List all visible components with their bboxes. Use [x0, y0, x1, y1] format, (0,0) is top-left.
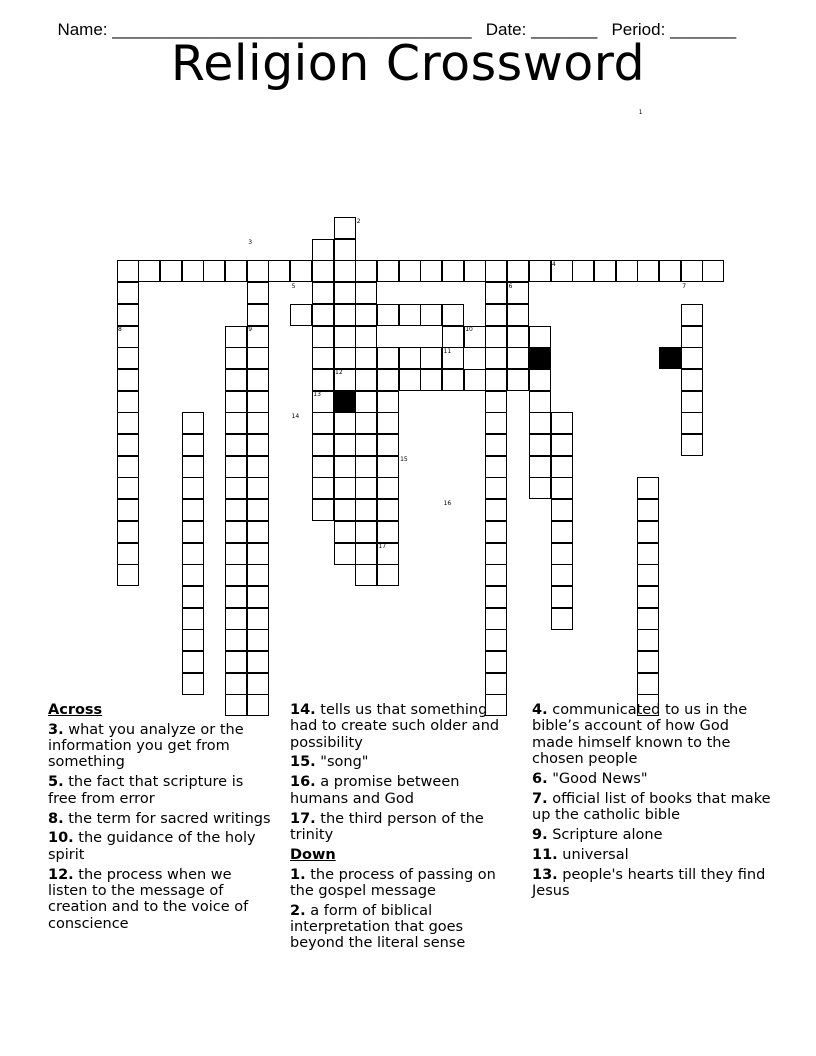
clue-across-3: 3. what you analyze or the information you get from something	[48, 721, 244, 771]
clue-across-14: 14. tells us that something had to create such older and possibility	[290, 702, 500, 751]
grid-cell[interactable]	[312, 304, 334, 326]
grid-cell[interactable]	[225, 543, 247, 565]
grid-cell[interactable]	[485, 629, 507, 651]
grid-cell[interactable]	[507, 304, 529, 326]
grid-cell[interactable]	[268, 260, 290, 282]
grid-cell[interactable]	[247, 608, 269, 630]
clue-number-9: 9	[248, 326, 253, 333]
grid-cell[interactable]	[637, 543, 659, 565]
grid-cell[interactable]	[225, 586, 247, 608]
clue-down-13: 13. people's hearts till they find Jesus	[532, 866, 766, 899]
grid-cell[interactable]	[247, 629, 269, 651]
clue-across-5: 5. the fact that scripture is free from error	[48, 774, 244, 807]
grid-cell[interactable]	[312, 499, 334, 521]
grid-cell[interactable]	[442, 260, 464, 282]
grid-block	[659, 347, 681, 369]
grid-cell[interactable]	[334, 412, 356, 434]
grid-cell[interactable]	[637, 651, 659, 673]
grid-cell[interactable]	[225, 629, 247, 651]
grid-cell[interactable]	[117, 282, 139, 304]
grid-cell[interactable]	[247, 499, 269, 521]
grid-cell[interactable]	[334, 260, 356, 282]
grid-cell[interactable]	[182, 521, 204, 543]
grid-cell[interactable]	[637, 673, 659, 695]
clue-number-2: 2	[356, 217, 361, 225]
grid-cell[interactable]	[182, 629, 204, 651]
grid-cell[interactable]	[572, 260, 594, 282]
grid-cell[interactable]	[117, 543, 139, 565]
grid-cell[interactable]	[247, 369, 269, 391]
clues-column-3	[532, 702, 772, 903]
grid-cell[interactable]	[247, 434, 269, 456]
grid-cell[interactable]	[182, 651, 204, 673]
grid-cell[interactable]	[442, 326, 464, 348]
grid-cell[interactable]	[529, 412, 551, 434]
grid-cell[interactable]	[225, 499, 247, 521]
grid-cell[interactable]	[334, 499, 356, 521]
grid-cell[interactable]	[399, 260, 421, 282]
grid-cell[interactable]	[290, 304, 312, 326]
grid-cell[interactable]	[681, 326, 703, 348]
grid-cell[interactable]	[355, 543, 377, 565]
grid-cell[interactable]	[247, 673, 269, 695]
grid-cell[interactable]	[182, 434, 204, 456]
clue-across-16: 16. a promise between humans and God	[290, 774, 460, 807]
clue-number-11: 11	[443, 347, 452, 355]
grid-cell[interactable]	[420, 347, 442, 369]
grid-cell[interactable]	[334, 347, 356, 369]
clue-number-4: 4	[552, 260, 556, 268]
grid-cell[interactable]	[377, 412, 399, 434]
grid-cell[interactable]	[355, 499, 377, 521]
grid-cell[interactable]	[290, 260, 312, 282]
grid-cell[interactable]	[485, 499, 507, 521]
grid-cell[interactable]	[334, 434, 356, 456]
grid-cell[interactable]	[551, 434, 573, 456]
grid-cell[interactable]	[551, 456, 573, 478]
grid-cell[interactable]	[117, 499, 139, 521]
clue-down-9: 9. Scripture alone	[532, 826, 663, 843]
grid-cell[interactable]	[225, 391, 247, 413]
grid-cell[interactable]	[637, 608, 659, 630]
grid-cell[interactable]	[247, 651, 269, 673]
grid-cell[interactable]	[203, 260, 225, 282]
grid-cell[interactable]	[334, 543, 356, 565]
grid-cell[interactable]	[377, 347, 399, 369]
grid-cell[interactable]	[312, 239, 334, 261]
period-label: Period:	[611, 20, 666, 39]
grid-cell[interactable]	[377, 260, 399, 282]
grid-cell[interactable]	[681, 369, 703, 391]
grid-cell[interactable]	[355, 391, 377, 413]
grid-cell[interactable]	[485, 477, 507, 499]
grid-cell[interactable]	[182, 260, 204, 282]
grid-cell[interactable]	[529, 477, 551, 499]
grid-cell[interactable]	[312, 434, 334, 456]
grid-cell[interactable]	[117, 477, 139, 499]
grid-cell[interactable]	[681, 347, 703, 369]
grid-cell[interactable]	[247, 456, 269, 478]
grid-cell[interactable]	[247, 304, 269, 326]
grid-cell[interactable]	[225, 651, 247, 673]
grid-cell[interactable]	[117, 456, 139, 478]
grid-cell[interactable]	[485, 651, 507, 673]
clues-column-1	[48, 702, 273, 935]
clue-number-6: 6	[508, 282, 513, 290]
clue-across-17: 17. the third person of the trinity	[290, 810, 484, 843]
grid-cell[interactable]	[507, 326, 529, 348]
grid-cell[interactable]	[377, 477, 399, 499]
grid-cell[interactable]	[182, 499, 204, 521]
grid-cell[interactable]	[399, 369, 421, 391]
grid-cell[interactable]	[464, 369, 486, 391]
clue-number-14: 14	[291, 412, 300, 420]
grid-cell[interactable]	[312, 412, 334, 434]
grid-cell[interactable]	[681, 412, 703, 434]
grid-cell[interactable]	[485, 456, 507, 478]
grid-cell[interactable]	[637, 521, 659, 543]
grid-cell[interactable]	[399, 304, 421, 326]
clue-number-3: 3	[248, 239, 253, 247]
grid-cell[interactable]	[312, 477, 334, 499]
grid-cell[interactable]	[485, 586, 507, 608]
grid-cell[interactable]	[334, 217, 356, 239]
grid-cell[interactable]	[160, 260, 182, 282]
grid-cell[interactable]	[485, 521, 507, 543]
grid-cell[interactable]	[225, 412, 247, 434]
clue-down-11: 11. universal	[532, 846, 629, 863]
grid-cell[interactable]	[117, 412, 139, 434]
grid-cell[interactable]	[334, 326, 356, 348]
grid-cell[interactable]	[355, 412, 377, 434]
grid-cell[interactable]	[247, 586, 269, 608]
grid-cell[interactable]	[702, 260, 724, 282]
grid-cell[interactable]	[681, 391, 703, 413]
grid-cell[interactable]	[225, 521, 247, 543]
clue-number-8: 8	[118, 326, 122, 333]
grid-cell[interactable]	[247, 282, 269, 304]
grid-cell[interactable]	[377, 434, 399, 456]
grid-cell[interactable]	[485, 260, 507, 282]
grid-cell[interactable]	[399, 347, 421, 369]
grid-block	[529, 347, 551, 369]
grid-cell[interactable]	[420, 304, 442, 326]
grid-cell[interactable]	[312, 282, 334, 304]
grid-cell[interactable]	[637, 477, 659, 499]
grid-cell[interactable]	[442, 369, 464, 391]
grid-cell[interactable]	[247, 521, 269, 543]
grid-cell[interactable]	[182, 608, 204, 630]
date-label: Date:	[485, 20, 527, 39]
name-blank[interactable]: ______________________________________	[112, 20, 472, 39]
grid-cell[interactable]	[616, 260, 638, 282]
grid-cell[interactable]	[182, 412, 204, 434]
grid-cell[interactable]	[355, 434, 377, 456]
grid-cell[interactable]	[637, 564, 659, 586]
clue-across-15: 15. "song"	[290, 754, 369, 771]
grid-cell[interactable]	[247, 564, 269, 586]
clue-number-5: 5	[291, 282, 296, 290]
grid-cell[interactable]	[507, 260, 529, 282]
grid-cell[interactable]	[312, 347, 334, 369]
clue-number-10: 10	[465, 326, 473, 333]
grid-cell[interactable]	[485, 282, 507, 304]
grid-cell[interactable]	[659, 260, 681, 282]
clue-number-16: 16	[443, 499, 452, 507]
grid-cell[interactable]	[594, 260, 616, 282]
grid-cell[interactable]	[312, 260, 334, 282]
grid-cell[interactable]	[681, 434, 703, 456]
grid-cell[interactable]	[355, 304, 377, 326]
grid-cell[interactable]	[247, 543, 269, 565]
grid-cell[interactable]	[182, 543, 204, 565]
grid-cell[interactable]	[117, 564, 139, 586]
grid-cell[interactable]	[247, 391, 269, 413]
grid-cell[interactable]	[355, 326, 377, 348]
grid-cell[interactable]	[334, 456, 356, 478]
date-blank[interactable]: _______	[531, 20, 598, 39]
grid-cell[interactable]	[117, 521, 139, 543]
clue-down-1: 1. the process of passing on the gospel message	[290, 866, 496, 899]
grid-cell[interactable]	[681, 260, 703, 282]
grid-cell[interactable]	[551, 543, 573, 565]
grid-cell[interactable]	[377, 369, 399, 391]
clue-number-17: 17	[378, 543, 387, 550]
grid-cell[interactable]	[551, 521, 573, 543]
grid-cell[interactable]	[637, 586, 659, 608]
grid-cell[interactable]	[681, 304, 703, 326]
grid-cell[interactable]	[247, 347, 269, 369]
clue-down-2: 2. a form of biblical interpretation that goes beyond the literal sense	[290, 902, 466, 952]
clues-column-2	[290, 702, 518, 955]
grid-cell[interactable]	[485, 391, 507, 413]
grid-cell[interactable]	[355, 456, 377, 478]
grid-cell[interactable]	[551, 586, 573, 608]
grid-cell[interactable]	[247, 477, 269, 499]
grid-cell[interactable]	[225, 347, 247, 369]
grid-cell[interactable]	[485, 304, 507, 326]
grid-cell[interactable]	[355, 347, 377, 369]
grid-cell[interactable]	[377, 521, 399, 543]
clue-number-7: 7	[682, 282, 687, 290]
grid-cell[interactable]	[485, 434, 507, 456]
grid-cell[interactable]	[377, 499, 399, 521]
clue-down-6: 6. "Good News"	[532, 770, 648, 787]
clue-across-10: 10. the guidance of the holy spirit	[48, 830, 256, 863]
clue-down-7: 7. official list of books that make up the catholic bible	[532, 790, 771, 823]
grid-cell[interactable]	[507, 369, 529, 391]
grid-cell[interactable]	[551, 412, 573, 434]
grid-cell[interactable]	[485, 326, 507, 348]
clue-across-12: 12. the process when we listen to the message of creation and to the voice of conscience	[48, 866, 249, 932]
grid-cell[interactable]	[485, 543, 507, 565]
grid-cell[interactable]	[312, 456, 334, 478]
grid-cell[interactable]	[117, 260, 139, 282]
grid-cell[interactable]	[225, 673, 247, 695]
grid-cell[interactable]	[529, 369, 551, 391]
grid-cell[interactable]	[117, 347, 139, 369]
grid-cell[interactable]	[485, 369, 507, 391]
name-label: Name:	[57, 20, 108, 39]
grid-cell[interactable]	[334, 304, 356, 326]
grid-cell[interactable]	[334, 282, 356, 304]
grid-cell[interactable]	[225, 456, 247, 478]
grid-cell[interactable]	[420, 260, 442, 282]
grid-cell[interactable]	[355, 564, 377, 586]
page-title: Religion Crossword	[170, 35, 646, 92]
grid-cell[interactable]	[485, 347, 507, 369]
grid-cell[interactable]	[377, 391, 399, 413]
grid-cell[interactable]	[377, 304, 399, 326]
grid-cell[interactable]	[551, 608, 573, 630]
grid-cell[interactable]	[225, 477, 247, 499]
grid-cell[interactable]	[225, 564, 247, 586]
grid-cell[interactable]	[355, 369, 377, 391]
grid-cell[interactable]	[334, 239, 356, 261]
clue-number-15: 15	[400, 456, 408, 464]
grid-cell[interactable]	[485, 673, 507, 695]
grid-cell[interactable]	[507, 347, 529, 369]
grid-cell[interactable]	[355, 282, 377, 304]
grid-cell[interactable]	[485, 412, 507, 434]
grid-cell[interactable]	[117, 391, 139, 413]
grid-cell[interactable]	[247, 260, 269, 282]
clue-down-4: 4. communicated to us in the bible’s account of how God made himself known to the chosen people	[532, 702, 748, 767]
grid-cell[interactable]	[182, 456, 204, 478]
grid-cell[interactable]	[377, 564, 399, 586]
grid-cell[interactable]	[551, 477, 573, 499]
grid-cell[interactable]	[485, 564, 507, 586]
grid-cell[interactable]	[551, 564, 573, 586]
grid-cell[interactable]	[355, 477, 377, 499]
grid-cell[interactable]	[182, 477, 204, 499]
grid-cell[interactable]	[334, 477, 356, 499]
grid-cell[interactable]	[225, 434, 247, 456]
grid-cell[interactable]	[485, 608, 507, 630]
grid-cell[interactable]	[377, 456, 399, 478]
grid-cell[interactable]	[529, 391, 551, 413]
grid-cell[interactable]	[117, 304, 139, 326]
grid-cell[interactable]	[182, 564, 204, 586]
grid-cell[interactable]	[138, 260, 160, 282]
grid-cell[interactable]	[117, 369, 139, 391]
clue-across-8: 8. the term for sacred writings	[48, 810, 271, 827]
grid-cell[interactable]	[225, 369, 247, 391]
grid-cell[interactable]	[355, 521, 377, 543]
grid-cell[interactable]	[420, 369, 442, 391]
grid-cell[interactable]	[182, 673, 204, 695]
grid-cell[interactable]	[529, 456, 551, 478]
grid-cell[interactable]	[637, 499, 659, 521]
down-heading: Down	[290, 846, 336, 863]
grid-cell[interactable]	[117, 434, 139, 456]
across-heading: Across	[48, 702, 103, 718]
grid-cell[interactable]	[464, 260, 486, 282]
grid-cell[interactable]	[529, 434, 551, 456]
grid-cell[interactable]	[529, 260, 551, 282]
grid-cell[interactable]	[355, 260, 377, 282]
clue-number-1: 1	[638, 109, 643, 116]
grid-cell[interactable]	[225, 608, 247, 630]
grid-cell[interactable]	[312, 326, 334, 348]
grid-cell[interactable]	[312, 369, 334, 391]
grid-cell[interactable]	[334, 521, 356, 543]
grid-cell[interactable]	[637, 260, 659, 282]
grid-cell[interactable]	[442, 304, 464, 326]
grid-block	[334, 391, 356, 413]
grid-cell[interactable]	[551, 499, 573, 521]
clue-number-13: 13	[313, 391, 321, 399]
clue-number-12: 12	[335, 369, 343, 377]
period-blank[interactable]: _______	[670, 20, 737, 39]
grid-cell[interactable]	[225, 260, 247, 282]
grid-cell[interactable]	[182, 586, 204, 608]
grid-cell[interactable]	[247, 412, 269, 434]
grid-cell[interactable]	[637, 629, 659, 651]
grid-cell[interactable]	[529, 326, 551, 348]
grid-cell[interactable]	[225, 326, 247, 348]
